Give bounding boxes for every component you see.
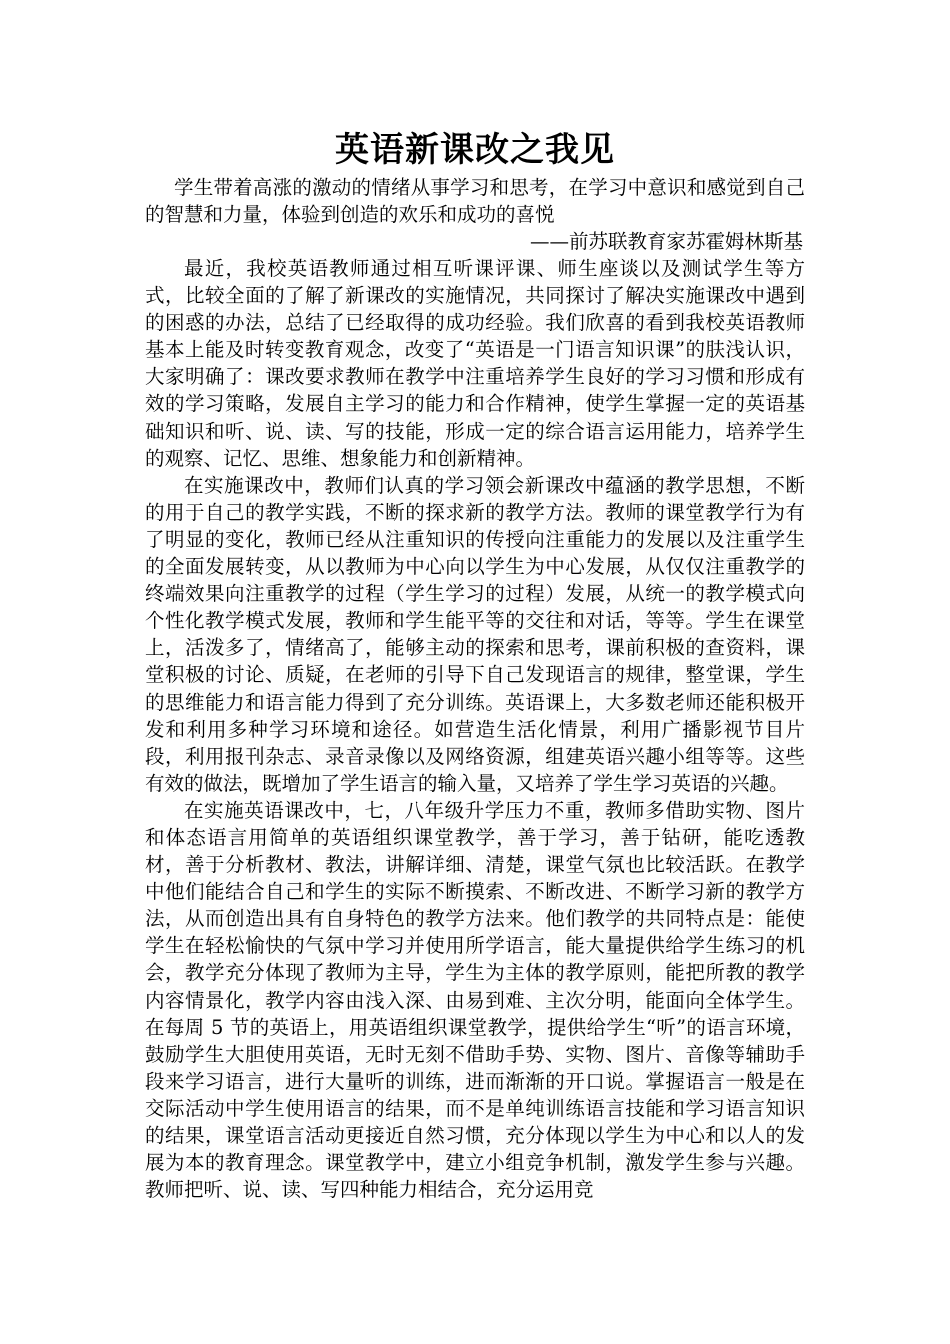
body-paragraph-2: 在实施课改中，教师们认真的学习领会新课改中蕴涵的教学思想，不断的用于自己的教学实践，不断的探求新的教学方法。教师的课堂教学行为有了明显的变化，教师已经从注重知识的传授向注重能力的发展以及注重学生的全面发展转变，从以教师为中心向以学生为中心发展，从仅仅注重教学的终端效果向注重教学的过程（学生学习的过程）发展，从统一的教学模式向个性化教学模式发展，教师和学生能平等的交往和对话，等等。学生在课堂上，活泼多了，情绪高了，能够主动的探索和思考，课前积极的查资料，课堂积极的讨论、质疑，在老师的引导下自己发现语言的规律，整堂课，学生的思维能力和语言能力得到了充分训练。英语课上，大多数老师还能积极开发和利用多种学习环境和途径。如营造生活化情景，利用广播影视节目片段，利用报刊杂志、录音录像以及网络资源，组建英语兴趣小组等等。这些有效的做法，既增加了学生语言的输入量，又培养了学生学习英语的兴趣。	[145, 473, 805, 795]
epigraph-quote: 学生带着高涨的激动的情绪从事学习和思考，在学习中意识和感觉到自己的智慧和力量，体验到创造的欢乐和成功的喜悦	[145, 176, 805, 226]
body-paragraph-1: 最近，我校英语教师通过相互听课评课、师生座谈以及测试学生等方式，比较全面的了解了新课改的实施情况，共同探讨了解决实施课改中遇到的困惑的办法，总结了已经取得的成功经验。我们欣喜的看到我校英语教师基本上能及时转变教育观念，改变了“英语是一门语言知识课”的肤浅认识，大家明确了：课改要求教师在教学中注重培养学生良好的学习习惯和形成有效的学习策略，发展自主学习的能力和合作精神，使学生掌握一定的英语基础知识和听、说、读、写的技能，形成一定的综合语言运用能力，培养学生的观察、记忆、思维、想象能力和创新精神。	[145, 257, 805, 470]
body-paragraph-3: 在实施英语课改中，七，八年级升学压力不重，教师多借助实物、图片和体态语言用简单的英语组织课堂教学，善于学习，善于钻研，能吃透教材，善于分析教材、教法，讲解详细、清楚，课堂气氛也比较活跃。在教学中他们能结合自己和学生的实际不断摸索、不断改进、不断学习新的教学方法，从而创造出具有自身特色的教学方法来。他们教学的共同特点是：能使学生在轻松愉快的气氛中学习并使用所学语言，能大量提供给学生练习的机会，教学充分体现了教师为主导，学生为主体的教学原则，能把所教的教学内容情景化，教学内容由浅入深、由易到难、主次分明，能面向全体学生。在每周 5 节的英语上，用英语组织课堂教学，提供给学生“听”的语言环境，鼓励学生大胆使用英语，无时无刻不借助手势、实物、图片、音像等辅助手段来学习语言，进行大量听的训练，进而渐渐的开口说。掌握语言一般是在交际活动中学生使用语言的结果，而不是单纯训练语言技能和学习语言知识的结果，课堂语言活动更接近自然习惯，充分体现以学生为中心和以人的发展为本的教育理念。课堂教学中，建立小组竞争机制，激发学生参与兴趣。教师把听、说、读、写四种能力相结合，充分运用竞	[145, 798, 805, 1202]
document-page	[145, 128, 805, 1203]
epigraph-attribution: ——前苏联教育家苏霍姆林斯基	[529, 230, 803, 253]
document-title: 英语新课改之我见	[335, 130, 615, 170]
